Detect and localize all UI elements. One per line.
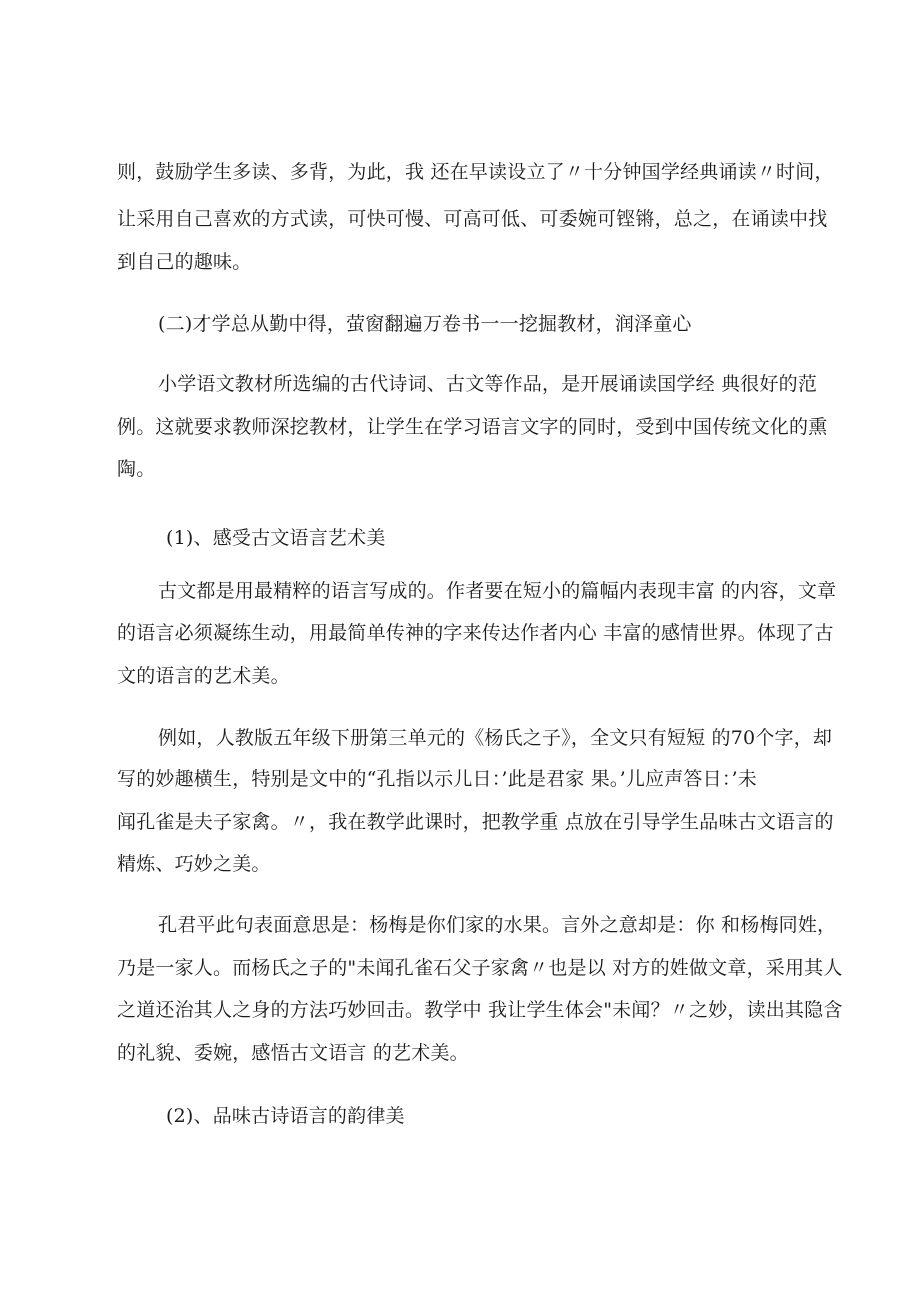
section-heading: (二)才学总从勤中得，萤窗翻遍万卷书一一挖掘教材，润泽童心: [158, 313, 692, 335]
paragraph-line: 古文都是用最精粹的语言写成的。作者要在短小的篇幅内表现丰富 的内容，文章: [158, 580, 837, 602]
paragraph-line: 小学语文教材所选编的古代诗词、古文等作品，是开展诵读国学经 典很好的范: [158, 373, 818, 395]
paragraph-line: 孔君平此句表面意思是：杨梅是你们家的水果。言外之意却是：你 和杨梅同姓，: [158, 914, 837, 936]
paragraph-line: 的礼貌、委婉，感悟古文语言 的艺术美。: [117, 1042, 469, 1064]
paragraph-line: 文的语言的艺术美。: [117, 665, 290, 687]
paragraph-line: 陶。: [117, 458, 156, 480]
paragraph-line: 精炼、巧妙之美。: [117, 853, 271, 875]
paragraph-line: 闻孔雀是夫子家禽。〃，我在教学此课时，把教学重 点放在引导学生品味古文语言的: [117, 811, 834, 833]
paragraph-line: 让采用自己喜欢的方式读，可快可慢、可高可低、可委婉可铿锵，总之，在诵读中找: [117, 208, 828, 230]
paragraph-line: 则，鼓励学生多读、多背，为此，我 还在早读设立了〃十分钟国学经典诵读〃时间，: [117, 161, 834, 183]
paragraph-line: 乃是一家人。而杨氏之子的"未闻孔雀石父子家禽〃也是以 对方的姓做文章，采用其人: [117, 957, 843, 979]
paragraph-line: 例如，人教版五年级下册第三单元的《杨氏之子》，全文只有短短 的70个字，却: [158, 727, 833, 749]
paragraph-line: 到自己的趣味。: [117, 251, 252, 273]
paragraph-line: 的语言必须凝练生动，用最简单传神的字来传达作者内心 丰富的感情世界。体现了古: [117, 622, 834, 644]
paragraph-line: 例。这就要求教师深挖教材，让学生在学习语言文字的同时，受到中国传统文化的熏: [117, 416, 828, 438]
paragraph-line: 写的妙趣横生，特别是文中的“孔指以示儿日：’此是君家 果。’儿应声答日：’未: [117, 768, 757, 790]
subsection-heading: (1)、感受古文语言艺术美: [166, 527, 386, 549]
paragraph-line: 之道还治其人之身的方法巧妙回击。教学中 我让学生体会"未闻？〃之妙，读出其隐含: [117, 999, 843, 1021]
subsection-heading: (2)、品味古诗语言的韵律美: [166, 1105, 405, 1127]
